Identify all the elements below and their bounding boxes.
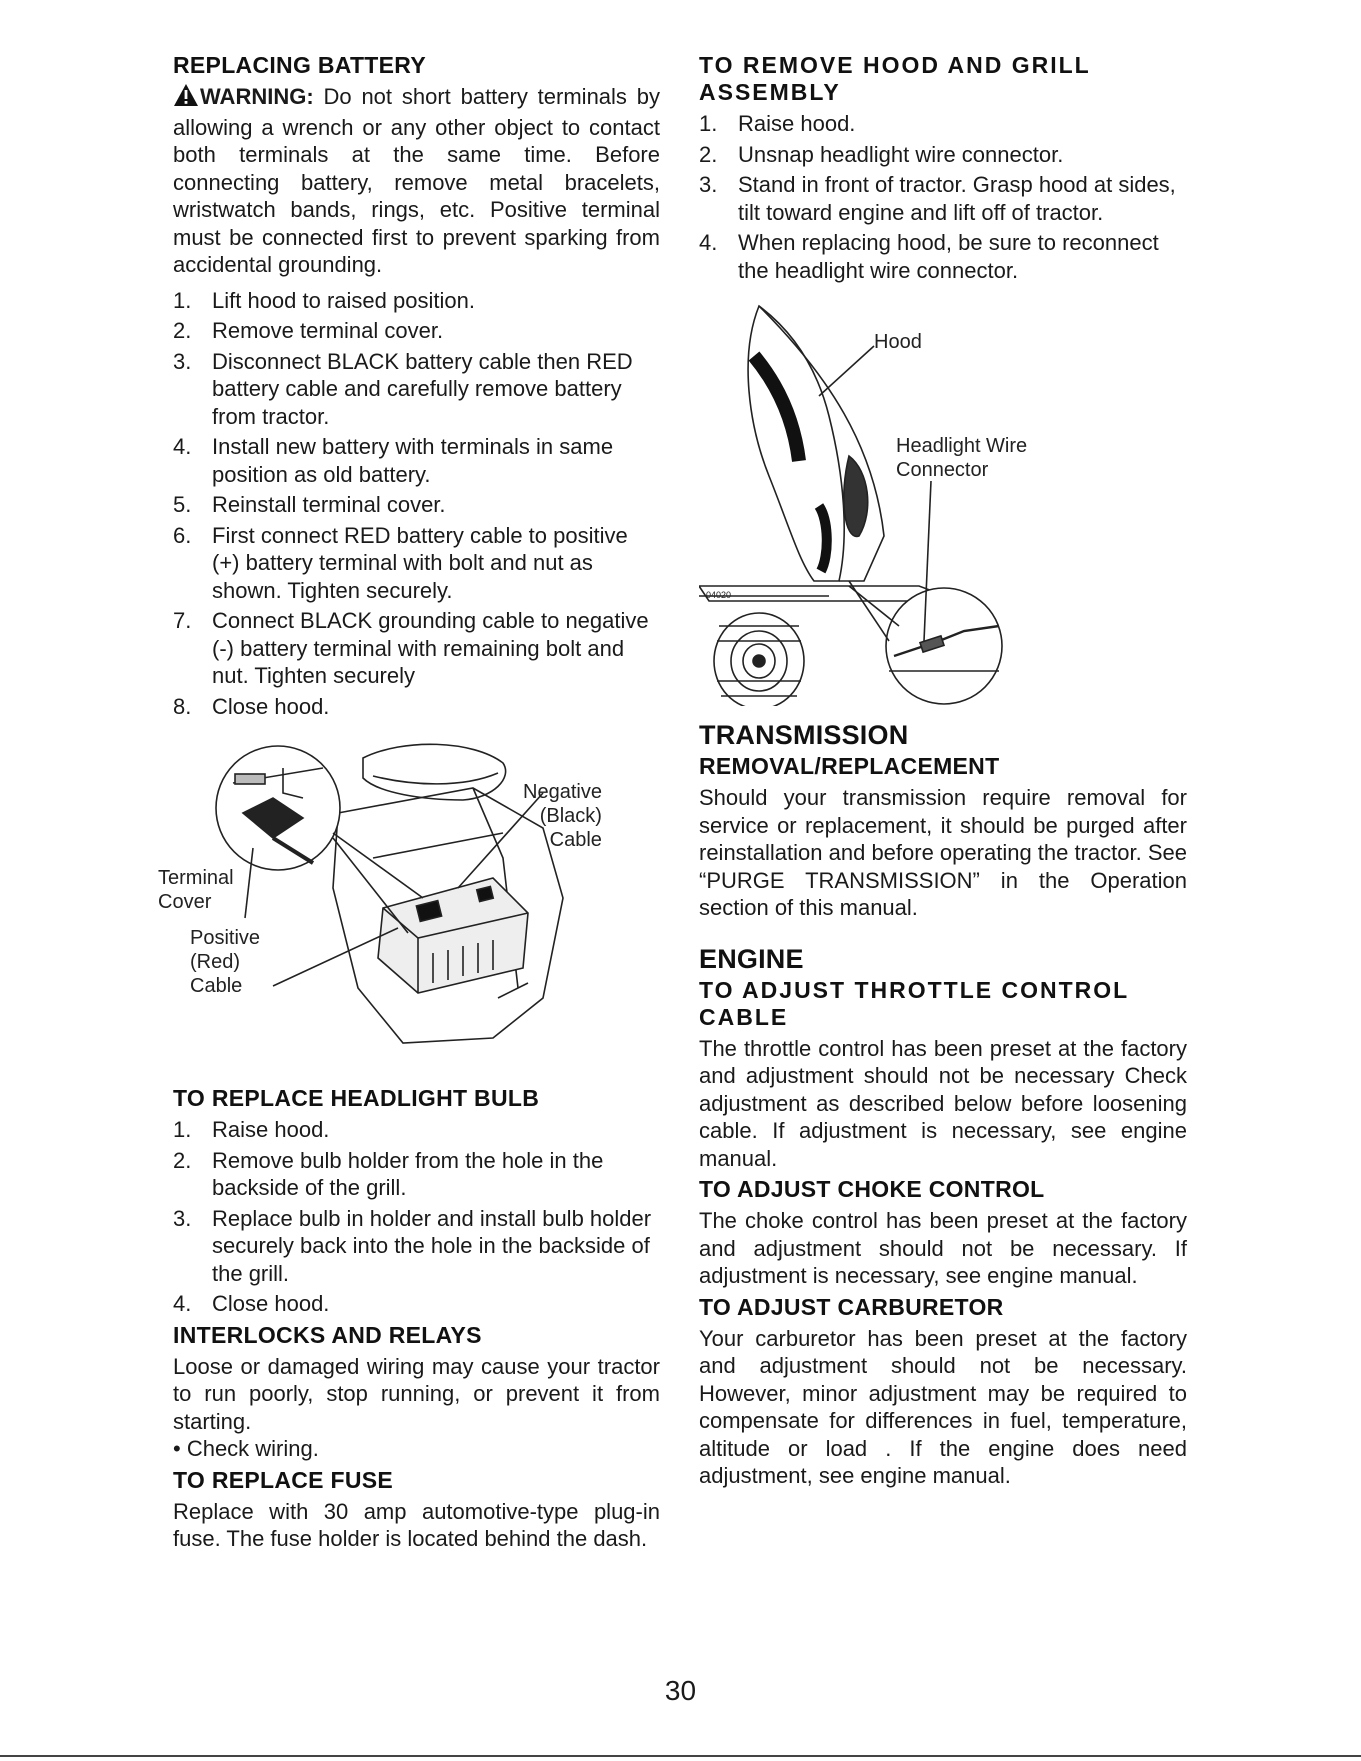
list-item: 1. Raise hood.: [173, 1117, 330, 1142]
remove-hood-title: TO REMOVE HOOD AND GRILL ASSEMBLY: [699, 52, 1091, 105]
list-item: 3. Stand in front of tractor. Grasp hood at sides, tilt toward engine and lift off of tractor.: [699, 172, 1176, 225]
list-item: 6. First connect RED battery cable to positive (+) battery terminal with bolt and nut as shown. Tighten securely.: [173, 522, 628, 603]
bottom-border: [0, 1755, 1361, 1757]
negative-cable-label: Negative (Black) Cable: [523, 781, 602, 851]
hood-figure: [699, 296, 1187, 706]
list-item: 1. Lift hood to raised position.: [173, 287, 475, 313]
transmission-text: Should your transmission require removal for service or replacement, it should be purged after reinstallation and before operating the tractor. See “PURGE TRANSMISSION” in the Operation section of this manual.: [699, 785, 1187, 920]
hood-label: Hood: [874, 331, 922, 353]
headlight-steps: [173, 1116, 660, 1318]
choke-text: The choke control has been preset at the factory and adjustment should not be necessary. If adjustment is necessary, see engine manual.: [699, 1208, 1187, 1288]
list-item: 3. Disconnect BLACK battery cable then RED battery cable and carefully remove battery from tractor.: [173, 348, 633, 429]
left-column: [158, 52, 660, 1553]
warning-text: Do not short battery terminals by allowing a wrench or any other object to contact both terminals at the same time. Before connecting battery, remove metal bracelets, wristwatch bands, rings, etc. Positive terminal must be connected first to prevent sparking from accidental grounding.: [173, 84, 660, 277]
carburetor-text: Your carburetor has been preset at the factory and adjustment should not be necessary. However, minor adjustment may be required to compensate for differences in fuel, temperature, altitude or load . If the engine does need adjustment, see engine manual.: [699, 1325, 1187, 1488]
interlocks-bullet: • Check wiring.: [173, 1436, 319, 1461]
list-item: 4. When replacing hood, be sure to reconnect the headlight wire connector.: [699, 230, 1159, 283]
battery-warning: [173, 83, 660, 279]
hood-steps: [699, 110, 1187, 284]
list-item: 3. Replace bulb in holder and install bulb holder securely back into the hole in the backside of the grill.: [173, 1205, 652, 1286]
removal-replacement-title: REMOVAL/REPLACEMENT: [699, 753, 1000, 779]
list-item: 2. Remove bulb holder from the hole in the backside of the grill.: [173, 1147, 604, 1200]
list-item: 8. Close hood.: [173, 693, 330, 719]
replacing-battery-title: REPLACING BATTERY: [173, 52, 426, 78]
interlocks-title: INTERLOCKS AND RELAYS: [173, 1321, 482, 1348]
list-item: 4. Close hood.: [173, 1291, 330, 1316]
warning-triangle-icon: [173, 83, 199, 114]
interlocks-text: Loose or damaged wiring may cause your tractor to run poorly, stop running, or prevent it from starting.: [173, 1353, 660, 1434]
fuse-text: Replace with 30 amp automotive-type plug-in fuse. The fuse holder is located behind the dash.: [173, 1498, 660, 1551]
transmission-section-title: TRANSMISSION: [699, 720, 909, 750]
part-code: 04020: [706, 590, 732, 600]
carburetor-title: TO ADJUST CARBURETOR: [699, 1293, 1004, 1320]
battery-figure: [158, 738, 660, 1063]
replace-headlight-title: TO REPLACE HEADLIGHT BULB: [173, 1085, 540, 1111]
battery-steps: [173, 287, 660, 721]
choke-control-title: TO ADJUST CHOKE CONTROL: [699, 1176, 1045, 1202]
replace-fuse-title: TO REPLACE FUSE: [173, 1466, 394, 1493]
right-column: [699, 52, 1187, 1490]
list-item: 4. Install new battery with terminals in same position as old battery.: [173, 434, 614, 487]
list-item: 1. Raise hood.: [699, 111, 856, 136]
list-item: 5. Reinstall terminal cover.: [173, 492, 446, 517]
terminal-cover-label: Terminal Cover: [158, 867, 234, 913]
throttle-control-title: TO ADJUST THROTTLE CONTROL CABLE: [699, 976, 1129, 1030]
list-item: 2. Unsnap headlight wire connector.: [699, 141, 1064, 167]
list-item: 2. Remove terminal cover.: [173, 318, 444, 343]
headlight-wire-connector-label: Headlight Wire Connector: [896, 435, 1028, 481]
throttle-text: The throttle control has been preset at the factory and adjustment should not be necessary Check adjustment as described below before loosening cable. If adjustment is necessary, see engine manual.: [699, 1035, 1187, 1171]
hood-diagram: [699, 296, 1187, 706]
warning-label: WARNING:: [200, 84, 314, 109]
page-number: 30: [664, 1675, 697, 1706]
positive-cable-label: Positive (Red) Cable: [190, 927, 261, 997]
engine-section-title: ENGINE: [699, 943, 804, 974]
list-item: 7. Connect BLACK grounding cable to negative (-) battery terminal with remaining bolt and nut. Tighten securely: [173, 608, 649, 688]
